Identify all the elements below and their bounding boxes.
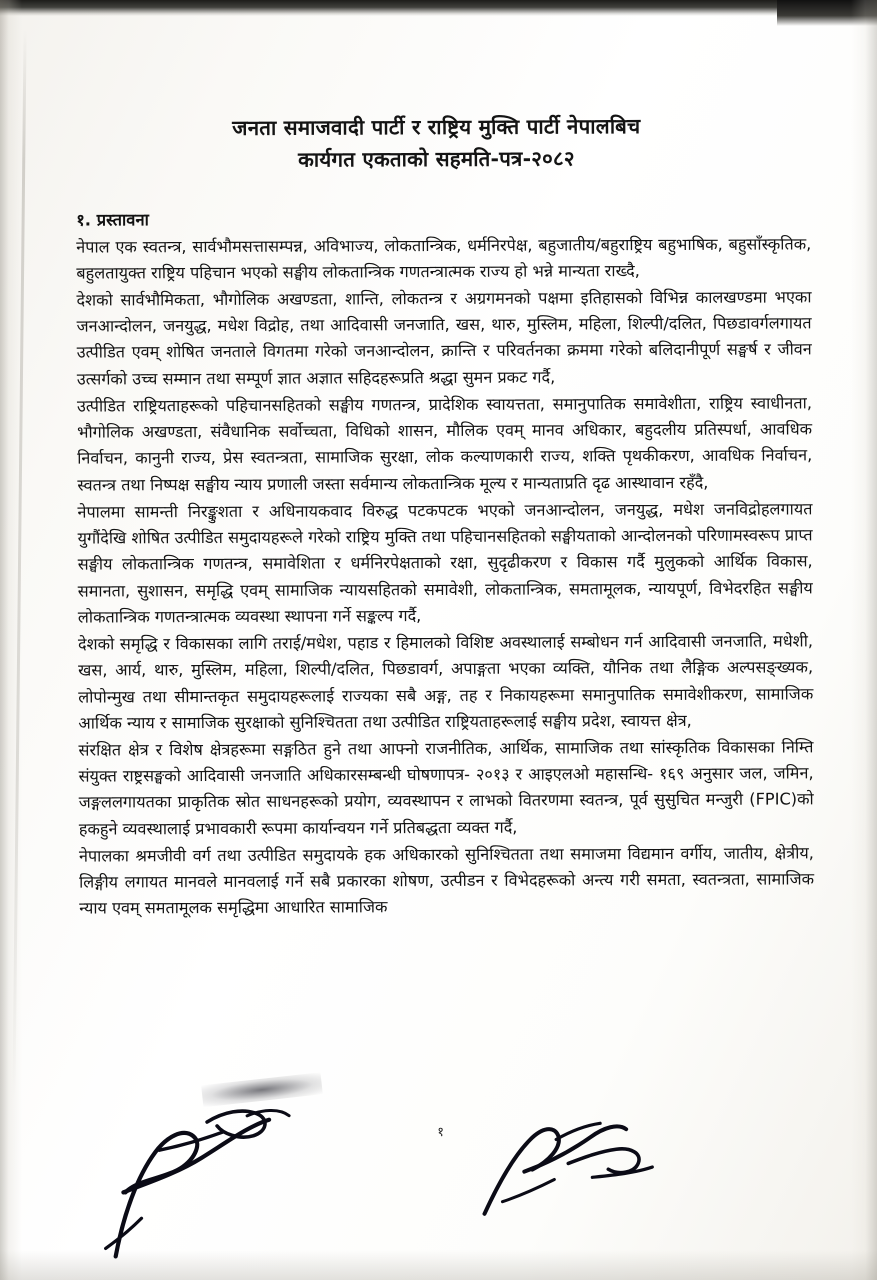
paragraph: नेपालका श्रमजीवी वर्ग तथा उत्पीडित समुदायके हक अधिकारको सुनिश्चितता तथा समाजमा विद्यमान वर्गीय, जातीय, क्षेत्रीय, लिङ्गीय लगायत मानवले मानवलाई गर्ने सबै प्रकारका शोषण, उत्पीडन र विभेदहरूको अन्त्य गरी समता, स्वतन्त्रता, सामाजिक न्याय एवम् समतामूलक समृद्धिमा आधारित सामाजिक <box>78 843 815 918</box>
page-number: १ <box>437 1124 445 1141</box>
paragraph: नेपाल एक स्वतन्त्र, सार्वभौमसत्तासम्पन्न, अविभाज्य, लोकतान्त्रिक, धर्मनिरपेक्ष, बहुजातीय/बहुराष्ट्रिय बहुभाषिक, बहुसाँस्कृतिक, बहुलतायुक्त राष्ट्रिय पहिचान भएको सङ्घीय लोकतान्त्रिक गणतन्त्रात्मक राज्य हो भन्ने मान्यता राख्दै, <box>76 233 812 283</box>
document-title <box>94 111 779 178</box>
paragraph: देशको समृद्धि र विकासका लागि तराई/मधेश, पहाड र हिमालको विशिष्ट अवस्थालाई सम्बोधन गर्न आदिवासी जनजाति, मधेशी, खस, आर्य, थारु, मुस्लिम, महिला, शिल्पी/दलित, पिछडावर्ग, अपाङ्गता भएका व्यक्ति, यौनिक तथा लैङ्गिक अल्पसङ्ख्यक, लोपोन्मुख तथा सीमान्तकृत समुदायहरूलाई राज्यका सबै अङ्ग, तह र निकायहरूमा समानुपातिक समावेशीकरण, सामाजिक आर्थिक न्याय र सामाजिक सुरक्षाको सुनिश्चितता तथा उत्पीडित राष्ट्रियताहरूलाई सङ्घीय प्रदेश, स्वायत्त क्षेत्र, <box>77 631 814 733</box>
section-heading-preamble: १. प्रस्तावना <box>76 209 149 230</box>
paragraph: देशको सार्वभौमिकता, भौगोलिक अखण्डता, शान्ति, लोकतन्त्र र अग्रगमनको पक्षमा इतिहासको विभिन्न कालखण्डमा भएका जनआन्दोलन, जनयुद्ध, मधेश विद्रोह, तथा आदिवासी जनजाति, खस, थारु, मुस्लिम, महिला, शिल्पी/दलित, पिछडावर्गलगायत उत्पीडित एवम् शोषित जनताले विगतमा गरेको जनआन्दोलन, क्रान्ति र परिवर्तनका क्रममा गरेको बलिदानीपूर्ण सङ्घर्ष र जीवन उत्सर्गको उच्च सम्मान तथा सम्पूर्ण ज्ञात अज्ञात सहिदहरूप्रति श्रद्धा सुमन प्रकट गर्दै, <box>76 287 812 389</box>
title-line-2: कार्यगत एकताको सहमति-पत्र-२०८२ <box>298 146 575 172</box>
paragraph: उत्पीडित राष्ट्रियताहरूको पहिचानसहितको सङ्घीय गणतन्त्र, प्रादेशिक स्वायत्तता, समानुपातिक समावेशीता, राष्ट्रिय स्वाधीनता, भौगोलिक अखण्डता, संवैधानिक सर्वोच्चता, विधिको शासन, मौलिक एवम् मानव अधिकार, बहुदलीय प्रतिस्पर्धा, आवधिक निर्वाचन, कानुनी राज्य, प्रेस स्वतन्त्रता, सामाजिक सुरक्षा, लोक कल्याणकारी राज्य, शक्ति पृथकीकरण, आवधिक निर्वाचन, स्वतन्त्र तथा निष्पक्ष सङ्घीय न्याय प्रणाली जस्ता सर्वमान्य लोकतान्त्रिक मूल्य र मान्यताप्रति दृढ आस्थावान रहँदै, <box>76 393 813 495</box>
paragraph: संरक्षित क्षेत्र र विशेष क्षेत्रहरूमा सङ्गठित हुने तथा आफ्नो राजनीतिक, आर्थिक, सामाजिक तथा सांस्कृतिक विकासका निम्ति संयुक्त राष्ट्रसङ्घको आदिवासी जनजाति अधिकारसम्बन्धी घोषणापत्र- २०१३ र आइएलओ महासन्धि- १६९ अनुसार जल, जमिन, जङ्गललगायतका प्राकृतिक स्रोत साधनहरूको प्रयोग, व्यवस्थापन र लाभको वितरणमा स्वतन्त्र, पूर्व सुसुचित मन्जुरी (FPIC)को हकहुने व्यवस्थालाई प्रभावकारी रूपमा कार्यान्वयन गर्ने प्रतिबद्धता व्यक्त गर्दै, <box>78 737 814 839</box>
paragraph: नेपालमा सामन्ती निरङ्कुशता र अधिनायकवाद विरुद्ध पटकपटक भएको जनआन्दोलन, जनयुद्ध, मधेश जनविद्रोहलगायत युगौंदेखि शोषित उत्पीडित समुदायहरूले गरेको राष्ट्रिय मुक्ति तथा पहिचानसहितको सङ्घीयताको आन्दोलनको परिणामस्वरूप प्राप्त सङ्घीय लोकतान्त्रिक गणतन्त्र, समावेशिता र धर्मनिरपेक्षताको रक्षा, सुदृढीकरण र विकास गर्दै मुलुकको आर्थिक विकास, समानता, सुशासन, समृद्धि एवम् सामाजिक न्यायसहितको समावेशी, लोकतान्त्रिक, समतामूलक, न्यायपूर्ण, विभेदरहित सङ्घीय लोकतान्त्रिक गणतन्त्रात्मक व्यवस्था स्थापना गर्ने सङ्कल्प गर्दै, <box>77 499 813 627</box>
ink-smudge <box>201 1072 323 1107</box>
section-body-preamble <box>76 231 814 922</box>
title-line-1: जनता समाजवादी पार्टी र राष्ट्रिय मुक्ति पार्टी नेपालबिच <box>232 114 641 140</box>
